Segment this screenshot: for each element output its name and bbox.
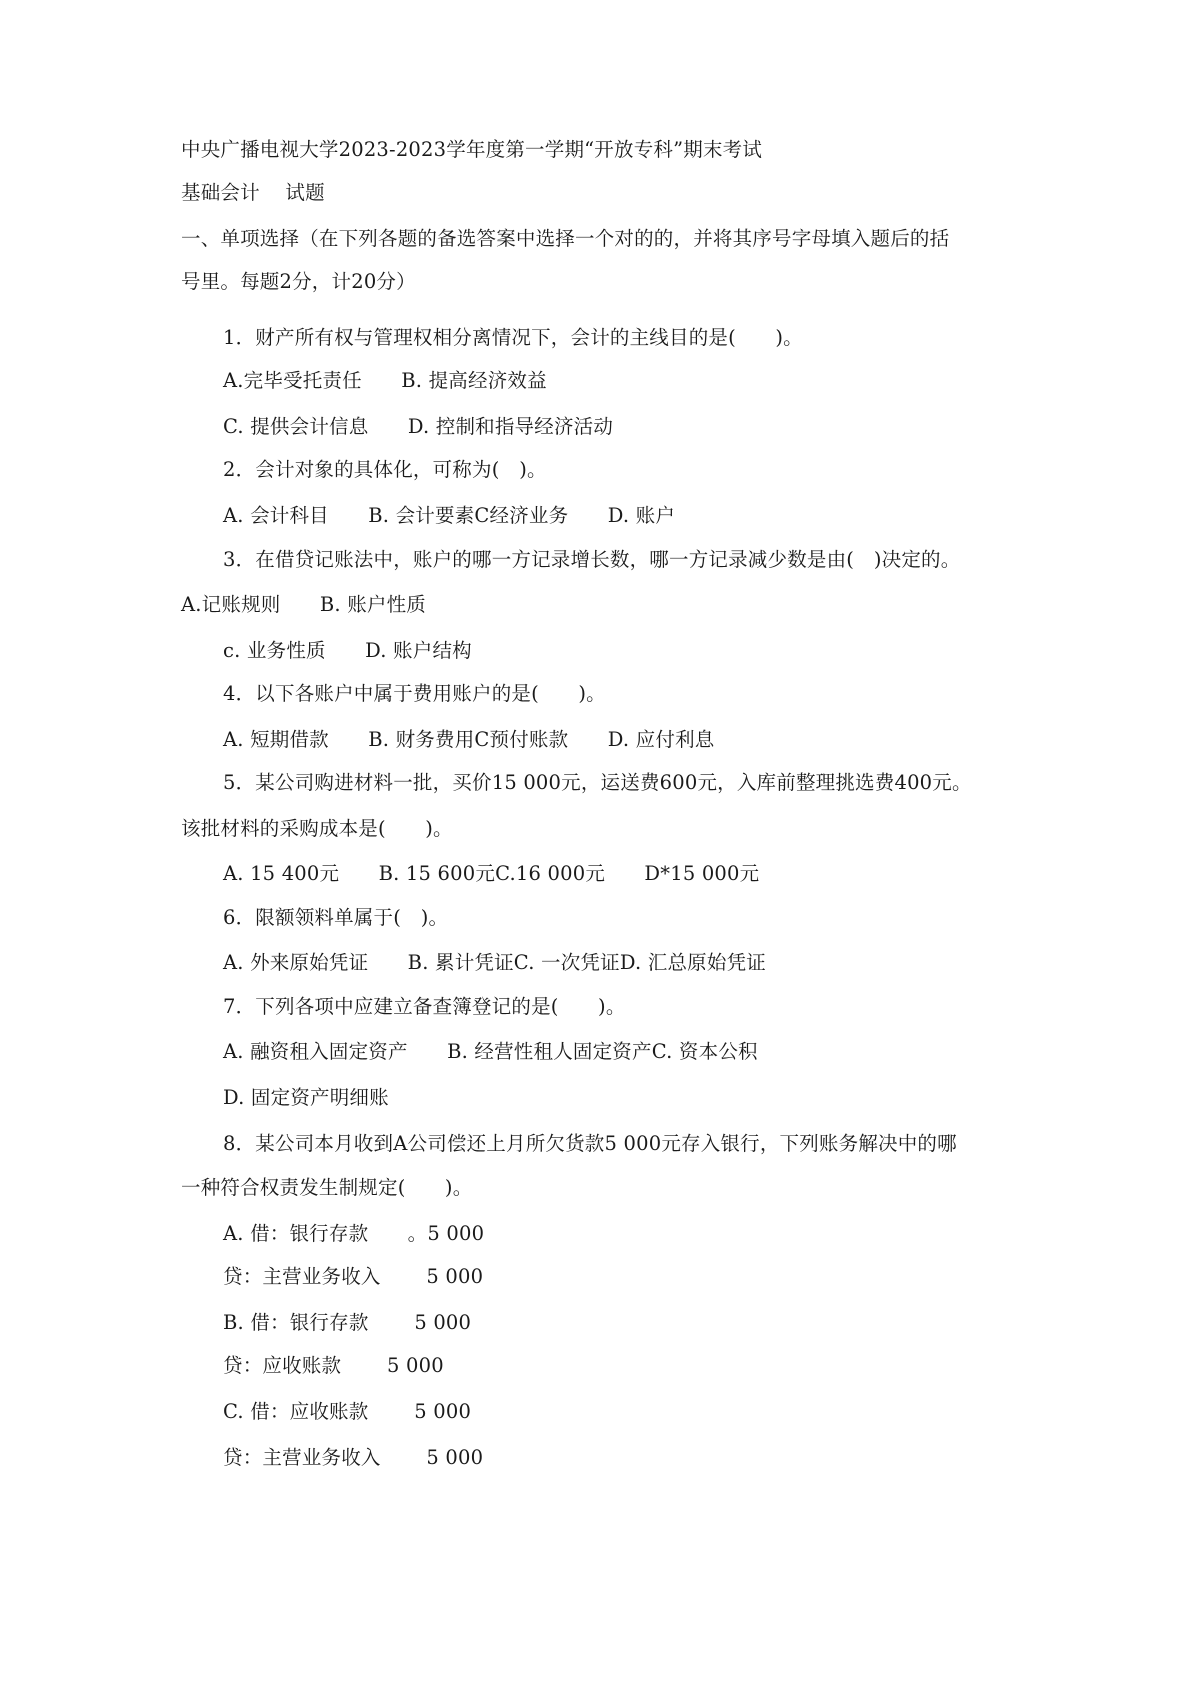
question-5-stem-line2: 该批材料的采购成本是( )。: [181, 817, 453, 840]
question-5-options-line1: A. 15 400元 B. 15 600元C.16 000元 D*15 000元: [223, 862, 760, 885]
question-8-option-b-debit: B. 借：银行存款 5 000: [223, 1311, 472, 1334]
question-1-stem: 1．财产所有权与管理权相分离情况下，会计的主线目的是( )。: [223, 326, 803, 349]
question-2-options-line1: A. 会计科目 B. 会计要素C经济业务 D. 账户: [223, 504, 676, 527]
question-6-options-line1: A. 外来原始凭证 B. 累计凭证C. 一次凭证D. 汇总原始凭证: [223, 951, 766, 974]
question-7-stem: 7．下列各项中应建立备查簿登记的是( )。: [223, 995, 626, 1018]
section-heading-line2: 号里。每题2分，计20分）: [181, 270, 416, 293]
question-3-options-line1: A.记账规则 B. 账户性质: [181, 593, 427, 616]
question-3-options-line2: c. 业务性质 D. 账户结构: [223, 639, 472, 662]
question-8-stem-line2: 一种符合权责发生制规定( )。: [181, 1176, 473, 1199]
question-4-options-line1: A. 短期借款 B. 财务费用C预付账款 D. 应付利息: [223, 728, 715, 751]
question-8-stem-line1: 8．某公司本月收到A公司偿还上月所欠货款5 000元存入银行，下列账务解决中的哪: [223, 1132, 957, 1155]
question-5-stem-line1: 5．某公司购进材料一批，买价15 000元，运送费600元，入库前整理挑选费400元。: [223, 771, 972, 794]
question-2-stem: 2．会计对象的具体化，可称为( )。: [223, 458, 547, 481]
question-3-stem: 3．在借贷记账法中，账户的哪一方记录增长数，哪一方记录减少数是由( )决定的。: [223, 548, 961, 571]
exam-title: 中央广播电视大学2023-2023学年度第一学期“开放专科”期末考试: [181, 138, 763, 161]
exam-subtitle: 基础会计 试题: [181, 181, 325, 204]
question-7-options-line2: D. 固定资产明细账: [223, 1086, 389, 1109]
question-8-option-a-credit: 贷：主营业务收入 5 000: [223, 1265, 484, 1288]
question-6-stem: 6．限额领料单属于( )。: [223, 906, 449, 929]
section-heading-line1: 一、单项选择（在下列各题的备选答案中选择一个对的的，并将其序号字母填入题后的括: [181, 227, 950, 250]
question-8-option-c-credit: 贷：主营业务收入 5 000: [223, 1446, 484, 1469]
question-8-option-a-debit: A. 借：银行存款 。5 000: [223, 1222, 485, 1245]
question-8-option-c-debit: C. 借：应收账款 5 000: [223, 1400, 472, 1423]
question-8-option-b-credit: 贷：应收账款 5 000: [223, 1354, 444, 1377]
question-4-stem: 4．以下各账户中属于费用账户的是( )。: [223, 682, 606, 705]
question-1-options-line1: A.完毕受托责任 B. 提高经济效益: [223, 369, 547, 392]
question-1-options-line2: C. 提供会计信息 D. 控制和指导经济活动: [223, 415, 614, 438]
question-7-options-line1: A. 融资租入固定资产 B. 经营性租人固定资产C. 资本公积: [223, 1040, 758, 1063]
